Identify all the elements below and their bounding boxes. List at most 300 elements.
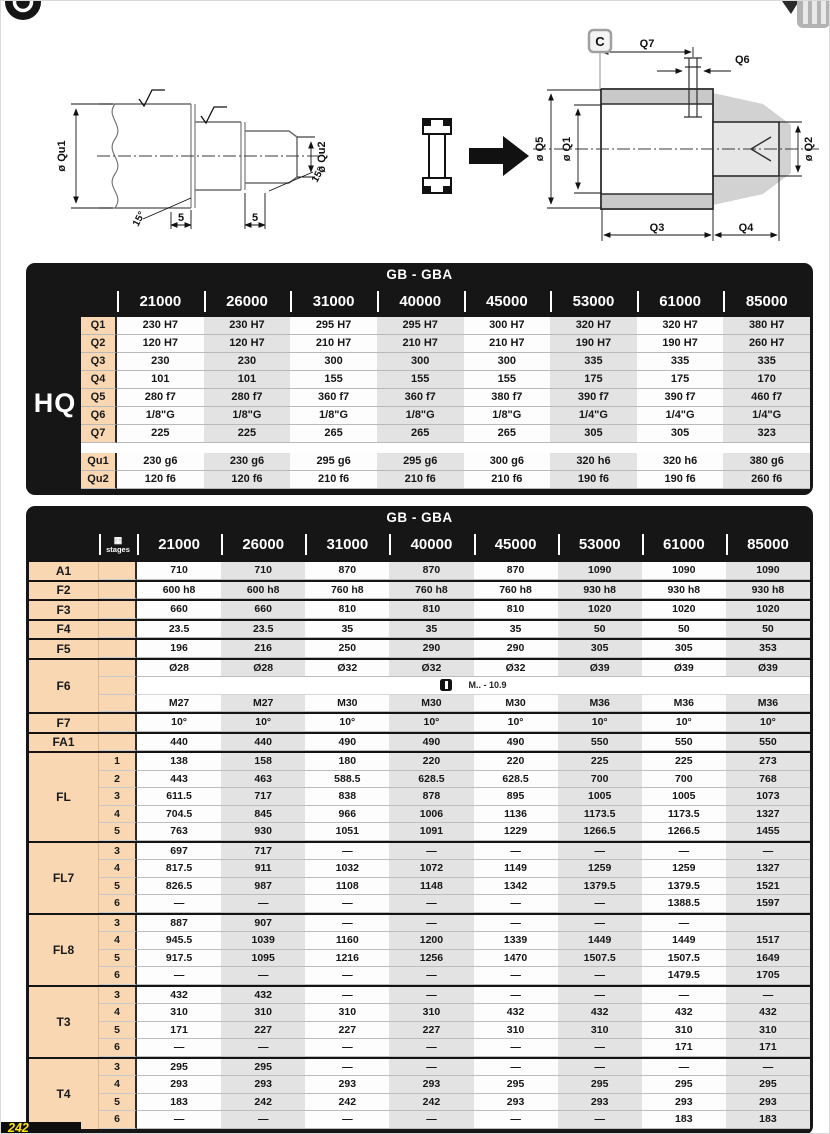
- table-cell: 460 f7: [723, 389, 810, 407]
- row-label: Q5: [81, 389, 117, 407]
- table-cell: 210 f6: [377, 471, 464, 489]
- table1-title: GB - GBA: [386, 267, 453, 282]
- bolt-icon: [440, 679, 452, 691]
- column-header: 61000: [642, 529, 726, 560]
- table-cell: 210 H7: [377, 335, 464, 353]
- table-cell: 390 f7: [637, 389, 724, 407]
- table-cell: —: [726, 843, 810, 861]
- seal-icon: [423, 119, 451, 193]
- table-cell: 225: [204, 425, 291, 443]
- dim-q5-label: ø Q5: [534, 136, 546, 162]
- table-cell: 704.5: [137, 806, 221, 824]
- table-cell: —: [642, 843, 726, 861]
- table-cell: 230 g6: [204, 453, 291, 471]
- table-cell: —: [137, 895, 221, 913]
- table-cell: 1051: [305, 823, 389, 841]
- table-cell: 225: [117, 425, 204, 443]
- table-cell: —: [389, 987, 473, 1005]
- group-label: FA1: [29, 734, 99, 752]
- table-stages-panel: [26, 506, 813, 1134]
- table-cell: 1160: [305, 932, 389, 950]
- dim-qu2-label: ø Qu2: [316, 141, 328, 173]
- table-cell: 930 h8: [726, 582, 810, 600]
- table-cell: 293: [137, 1076, 221, 1094]
- table-cell: —: [726, 1059, 810, 1077]
- table-cell: —: [389, 915, 473, 933]
- table-cell: 216: [221, 640, 305, 658]
- stage-cell: 1: [99, 753, 137, 771]
- table-cell: 50: [726, 621, 810, 639]
- table-cell: 1521: [726, 878, 810, 896]
- table-cell: —: [558, 987, 642, 1005]
- stage-cell: 5: [99, 1022, 137, 1040]
- table-cell: M36: [726, 695, 810, 713]
- table-group-fl8: [29, 913, 810, 985]
- column-header: 61000: [637, 286, 724, 317]
- table-cell: 295: [642, 1076, 726, 1094]
- table-cell: 171: [137, 1022, 221, 1040]
- dim-q7-label: Q7: [639, 38, 655, 50]
- table-cell: 23.5: [137, 621, 221, 639]
- table-cell: 660: [221, 601, 305, 619]
- table-cell: 628.5: [389, 771, 473, 789]
- table-cell: 1479.5: [642, 967, 726, 985]
- table-cell: —: [474, 843, 558, 861]
- stage-cell: 6: [99, 967, 137, 985]
- table-cell: 611.5: [137, 788, 221, 806]
- table-cell: 490: [389, 734, 473, 752]
- table-cell: 628.5: [474, 771, 558, 789]
- table-cell: 463: [221, 771, 305, 789]
- table-cell: 242: [221, 1094, 305, 1112]
- table-cell: 180: [305, 753, 389, 771]
- section-c-marker: [589, 30, 611, 52]
- group-label: F5: [29, 640, 99, 658]
- table-cell: 155: [377, 371, 464, 389]
- table-cell: 230: [117, 353, 204, 371]
- table-cell: 1/8"G: [464, 407, 551, 425]
- table-cell: 190 f6: [550, 471, 637, 489]
- stage-cell: [99, 562, 137, 580]
- column-header: 45000: [464, 286, 551, 317]
- table-cell: 1/8"G: [377, 407, 464, 425]
- table-cell: 35: [305, 621, 389, 639]
- table-cell: M36: [642, 695, 726, 713]
- table-cell: Ø32: [474, 660, 558, 678]
- table-cell: 432: [137, 987, 221, 1005]
- stage-cell: [99, 695, 137, 713]
- table-cell: 335: [723, 353, 810, 371]
- table-cell: 1/4"G: [723, 407, 810, 425]
- column-header: 31000: [305, 529, 389, 560]
- stage-cell: 5: [99, 950, 137, 968]
- table-cell: 227: [221, 1022, 305, 1040]
- column-header: 21000: [117, 286, 204, 317]
- table-cell: —: [137, 1039, 221, 1057]
- table-cell: 1/4"G: [550, 407, 637, 425]
- table-cell: 280 f7: [204, 389, 291, 407]
- table-group-fa1: [29, 732, 810, 752]
- stages-icon: ▦: [113, 534, 123, 545]
- column-header: 53000: [550, 286, 637, 317]
- table-cell: 930 h8: [558, 582, 642, 600]
- group-label: T3: [29, 987, 99, 1057]
- coupling-icon: [782, 1, 830, 28]
- table-cell: 550: [726, 734, 810, 752]
- table-cell: Ø32: [389, 660, 473, 678]
- table-cell: —: [305, 895, 389, 913]
- table-cell: 300: [464, 353, 551, 371]
- stage-cell: 4: [99, 1004, 137, 1022]
- table-cell: —: [642, 987, 726, 1005]
- table-cell: 1/4"G: [637, 407, 724, 425]
- table-cell: 290: [389, 640, 473, 658]
- table-cell: 1266.5: [642, 823, 726, 841]
- table-cell: 295 H7: [377, 317, 464, 335]
- table-cell: 300 H7: [464, 317, 551, 335]
- group-label: A1: [29, 562, 99, 580]
- table-cell: 490: [474, 734, 558, 752]
- hub-drawing: [601, 58, 791, 209]
- table-cell: 810: [305, 601, 389, 619]
- table1-grid: [29, 317, 810, 489]
- table-cell: 1449: [558, 932, 642, 950]
- table-cell: 1/8"G: [290, 407, 377, 425]
- table-cell: 966: [305, 806, 389, 824]
- row-label: Qu1: [81, 453, 117, 471]
- table-cell: 35: [389, 621, 473, 639]
- table-cell: 300: [290, 353, 377, 371]
- table-cell: 760 h8: [389, 582, 473, 600]
- table-cell: 250: [305, 640, 389, 658]
- table-cell: 230 g6: [117, 453, 204, 471]
- table-cell: Ø28: [221, 660, 305, 678]
- drawings-area: [1, 1, 830, 259]
- table-cell: —: [221, 967, 305, 985]
- table-cell: 293: [558, 1094, 642, 1112]
- table-cell: 265: [377, 425, 464, 443]
- column-header: 85000: [726, 529, 810, 560]
- stage-cell: [99, 677, 137, 695]
- table-cell: 380 H7: [723, 317, 810, 335]
- table-cell: 23.5: [221, 621, 305, 639]
- table-cell: —: [474, 1059, 558, 1077]
- table-cell: 763: [137, 823, 221, 841]
- dim-q2-label: ø Q2: [803, 136, 815, 162]
- table-cell: 225: [558, 753, 642, 771]
- table-cell: 310: [642, 1022, 726, 1040]
- page-number-tab: 242: [1, 1122, 81, 1134]
- table-cell: —: [474, 895, 558, 913]
- table-cell: 443: [137, 771, 221, 789]
- table1-header-spacer: [29, 286, 117, 317]
- table-cell: 717: [221, 843, 305, 861]
- table-cell: 1379.5: [558, 878, 642, 896]
- table-cell: 10°: [137, 714, 221, 732]
- table-cell: —: [474, 1111, 558, 1129]
- stage-cell: 5: [99, 823, 137, 841]
- table-cell: 183: [726, 1111, 810, 1129]
- dim-qu1-label: ø Qu1: [56, 140, 68, 172]
- table-cell: 310: [221, 1004, 305, 1022]
- table-group-f2: [29, 580, 810, 600]
- table2-header-spacer: [29, 529, 99, 560]
- table-cell: 432: [221, 987, 305, 1005]
- table-cell: 273: [726, 753, 810, 771]
- table-cell: —: [726, 987, 810, 1005]
- table-cell: 817.5: [137, 860, 221, 878]
- table-cell: —: [221, 1039, 305, 1057]
- table-cell: 260 H7: [723, 335, 810, 353]
- table-cell: M27: [221, 695, 305, 713]
- table-cell: 870: [305, 562, 389, 580]
- table-cell: 295: [726, 1076, 810, 1094]
- table-cell: —: [474, 1039, 558, 1057]
- table-cell: 838: [305, 788, 389, 806]
- table-cell: M30: [474, 695, 558, 713]
- column-header: 40000: [377, 286, 464, 317]
- table-cell: 550: [642, 734, 726, 752]
- table-cell: —: [305, 915, 389, 933]
- table-cell: 490: [305, 734, 389, 752]
- table-cell: 353: [726, 640, 810, 658]
- group-label: FL7: [29, 843, 99, 913]
- table-cell: 1108: [305, 878, 389, 896]
- row-label: Q6: [81, 407, 117, 425]
- table-cell: 310: [305, 1004, 389, 1022]
- table-cell: 826.5: [137, 878, 221, 896]
- table-cell: 305: [637, 425, 724, 443]
- table-cell: M30: [305, 695, 389, 713]
- stage-cell: [99, 621, 137, 639]
- table-cell: 810: [474, 601, 558, 619]
- table-cell: 183: [137, 1094, 221, 1112]
- table-cell: —: [474, 967, 558, 985]
- table-cell: 700: [642, 771, 726, 789]
- table-cell: 295: [221, 1059, 305, 1077]
- table-cell: 1339: [474, 932, 558, 950]
- table-cell: 1032: [305, 860, 389, 878]
- table-cell: 380 g6: [723, 453, 810, 471]
- table-cell: 230: [204, 353, 291, 371]
- dim-q6-label: Q6: [735, 54, 750, 66]
- screw-plug: [684, 58, 702, 117]
- stage-cell: 3: [99, 788, 137, 806]
- table-cell: Ø39: [642, 660, 726, 678]
- group-label: F2: [29, 582, 99, 600]
- table-cell: —: [474, 987, 558, 1005]
- table-cell: 907: [221, 915, 305, 933]
- table-cell: —: [558, 967, 642, 985]
- table-cell: 1173.5: [642, 806, 726, 824]
- table-cell: 227: [389, 1022, 473, 1040]
- group-label: F4: [29, 621, 99, 639]
- stage-cell: 4: [99, 1076, 137, 1094]
- table-cell: 697: [137, 843, 221, 861]
- table-cell: 155: [464, 371, 551, 389]
- table-cell: 1379.5: [642, 878, 726, 896]
- table1-header-row: [29, 286, 810, 317]
- dim-5-label-1: 5: [177, 212, 185, 224]
- table-cell: 1073: [726, 788, 810, 806]
- table-cell: 1020: [726, 601, 810, 619]
- stage-cell: 5: [99, 878, 137, 896]
- group-label: F7: [29, 714, 99, 732]
- table-cell: 50: [642, 621, 726, 639]
- row-label: Q1: [81, 317, 117, 335]
- table-cell: 293: [642, 1094, 726, 1112]
- stage-cell: [99, 640, 137, 658]
- table-cell: 210 H7: [464, 335, 551, 353]
- row-label: Q3: [81, 353, 117, 371]
- table-cell: 335: [550, 353, 637, 371]
- table-cell: 600 h8: [137, 582, 221, 600]
- table-cell: 120 H7: [204, 335, 291, 353]
- table-group-f7: [29, 712, 810, 732]
- table-cell: 10°: [642, 714, 726, 732]
- table-group-f6: [29, 658, 810, 713]
- table-cell: 10°: [474, 714, 558, 732]
- table-cell: 1517: [726, 932, 810, 950]
- table-cell: 760 h8: [305, 582, 389, 600]
- group-label: FL8: [29, 915, 99, 985]
- table-cell: 432: [642, 1004, 726, 1022]
- table-cell: 300 g6: [464, 453, 551, 471]
- table-cell: —: [137, 967, 221, 985]
- table-cell: 101: [117, 371, 204, 389]
- table-cell: 550: [558, 734, 642, 752]
- column-header: 26000: [204, 286, 291, 317]
- table-cell: —: [558, 1059, 642, 1077]
- table-cell: 295: [474, 1076, 558, 1094]
- table-cell: 380 f7: [464, 389, 551, 407]
- table-cell: —: [389, 895, 473, 913]
- stage-cell: [99, 714, 137, 732]
- table-cell: 220: [474, 753, 558, 771]
- table-cell: 190 H7: [550, 335, 637, 353]
- stage-cell: 4: [99, 806, 137, 824]
- table-cell: 120 f6: [204, 471, 291, 489]
- table-cell: 1342: [474, 878, 558, 896]
- table-cell: 1259: [558, 860, 642, 878]
- table-cell: 120 H7: [117, 335, 204, 353]
- table-cell: 768: [726, 771, 810, 789]
- table-cell: 432: [474, 1004, 558, 1022]
- stages-column-header: [99, 529, 137, 560]
- table-cell: 10°: [558, 714, 642, 732]
- table-cell: 917.5: [137, 950, 221, 968]
- table-group-a1: [29, 560, 810, 580]
- stage-cell: 3: [99, 987, 137, 1005]
- table-cell: —: [642, 915, 726, 933]
- arrow-right-icon: [469, 136, 529, 176]
- table-cell: 310: [726, 1022, 810, 1040]
- table-cell: 230 H7: [204, 317, 291, 335]
- table-cell: 1136: [474, 806, 558, 824]
- stage-cell: 4: [99, 860, 137, 878]
- table-cell: 101: [204, 371, 291, 389]
- table-cell: 1039: [221, 932, 305, 950]
- table-cell: 1020: [558, 601, 642, 619]
- table-hq-panel: [26, 263, 813, 495]
- table-cell: 1259: [642, 860, 726, 878]
- table-cell: M36: [558, 695, 642, 713]
- table-cell: 1449: [642, 932, 726, 950]
- table-cell: —: [305, 987, 389, 1005]
- table-cell: 242: [305, 1094, 389, 1112]
- table-cell: —: [305, 1059, 389, 1077]
- dim-q1-label: ø Q1: [561, 136, 573, 162]
- table-cell: 895: [474, 788, 558, 806]
- stage-cell: 2: [99, 771, 137, 789]
- table-cell: 305: [558, 640, 642, 658]
- table-cell: 120 f6: [117, 471, 204, 489]
- table-cell: 310: [389, 1004, 473, 1022]
- table-cell: 660: [137, 601, 221, 619]
- table-cell: 930: [221, 823, 305, 841]
- table-cell: 1173.5: [558, 806, 642, 824]
- table-cell: 300: [377, 353, 464, 371]
- table-cell: 440: [221, 734, 305, 752]
- table-cell: 293: [474, 1094, 558, 1112]
- table-cell: 170: [723, 371, 810, 389]
- table-cell: 265: [290, 425, 377, 443]
- table-cell: —: [558, 843, 642, 861]
- table-cell: 210 f6: [464, 471, 551, 489]
- stage-cell: 6: [99, 895, 137, 913]
- table2-groups: [29, 560, 810, 1129]
- table-cell: 870: [389, 562, 473, 580]
- table-cell: 1507.5: [558, 950, 642, 968]
- table-cell: —: [389, 1059, 473, 1077]
- table-cell: 1327: [726, 806, 810, 824]
- table-cell: 1090: [558, 562, 642, 580]
- stage-cell: [99, 660, 137, 678]
- table-cell: 295 g6: [290, 453, 377, 471]
- stage-cell: [99, 582, 137, 600]
- column-header: 26000: [221, 529, 305, 560]
- table-cell: 210 H7: [290, 335, 377, 353]
- table-cell: 158: [221, 753, 305, 771]
- table-cell: 280 f7: [117, 389, 204, 407]
- table-cell: 1649: [726, 950, 810, 968]
- table-cell: 1388.5: [642, 895, 726, 913]
- table-cell: M27: [137, 695, 221, 713]
- table-cell: 35: [474, 621, 558, 639]
- table-cell: 305: [550, 425, 637, 443]
- table-cell: 155: [290, 371, 377, 389]
- table-cell: 1266.5: [558, 823, 642, 841]
- table-cell: 175: [637, 371, 724, 389]
- table-cell: —: [389, 967, 473, 985]
- table-cell: 987: [221, 878, 305, 896]
- stage-cell: 3: [99, 915, 137, 933]
- table-cell: 360 f7: [290, 389, 377, 407]
- table-cell: 10°: [221, 714, 305, 732]
- table-cell: Ø39: [558, 660, 642, 678]
- table-cell: 1090: [726, 562, 810, 580]
- group-label: T4: [29, 1059, 99, 1129]
- table-cell: 295: [137, 1059, 221, 1077]
- table-cell: 320 H7: [550, 317, 637, 335]
- table-cell: —: [305, 1039, 389, 1057]
- table-cell: 710: [221, 562, 305, 580]
- table-cell: 1229: [474, 823, 558, 841]
- table-cell: 293: [389, 1076, 473, 1094]
- table-cell: 293: [305, 1076, 389, 1094]
- table-cell: 887: [137, 915, 221, 933]
- table-group-fl: [29, 751, 810, 841]
